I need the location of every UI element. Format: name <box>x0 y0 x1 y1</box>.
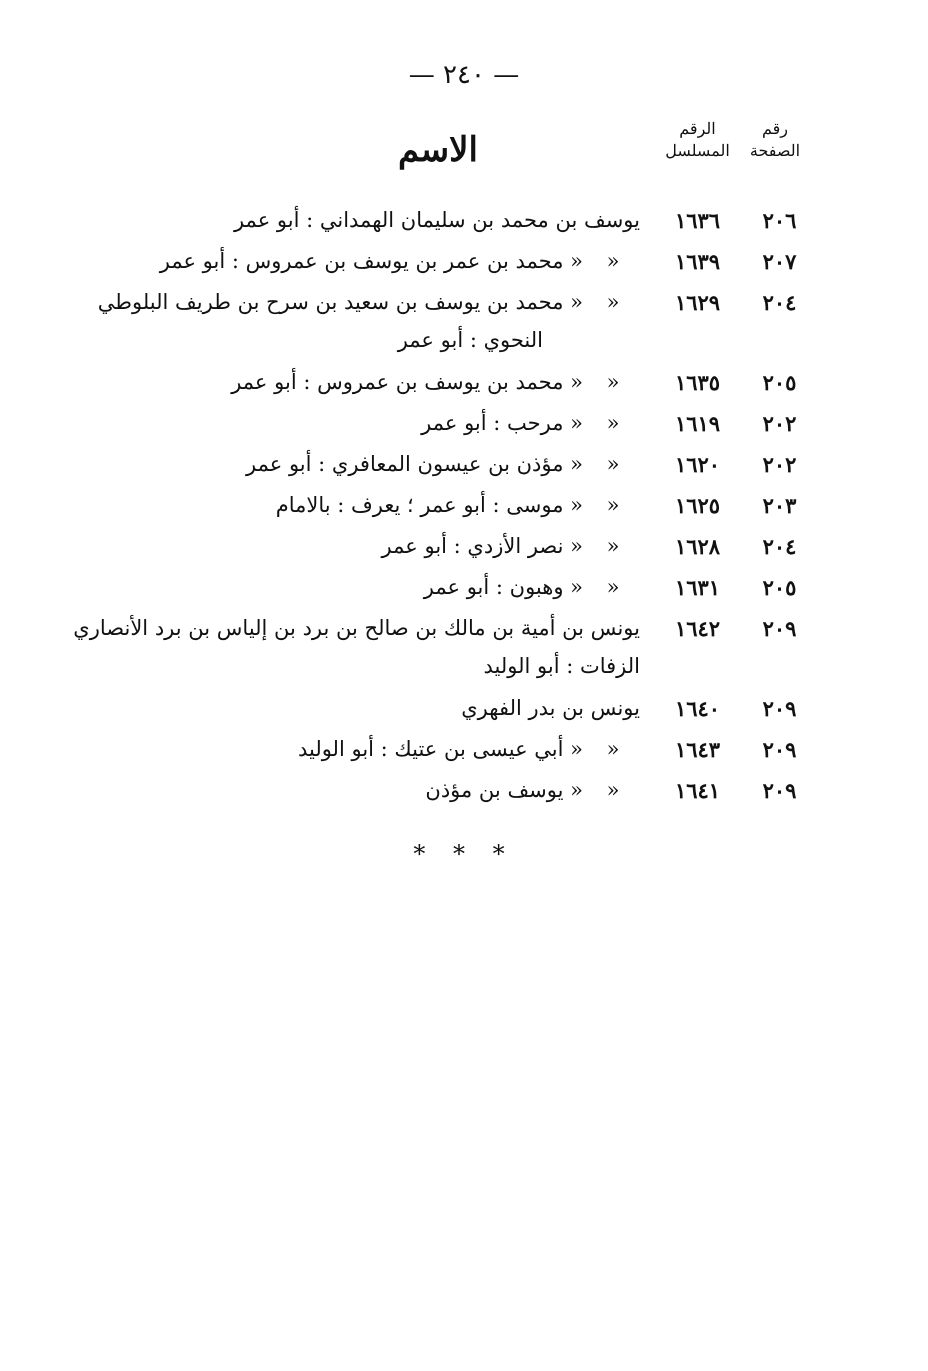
serial-number: ١٦٣١ <box>674 575 721 600</box>
ditto-mark: « <box>606 575 620 599</box>
serial-number: ١٦٢٠ <box>674 452 721 477</box>
page-ref: ٢٠٤ <box>762 290 797 315</box>
ditto-mark: « <box>606 370 620 394</box>
page-ref: ٢٠٢ <box>762 452 797 477</box>
ditto-mark: « <box>606 249 620 273</box>
table-row <box>0 733 928 774</box>
table-header <box>0 118 928 188</box>
serial-number: ١٦٣٩ <box>674 249 721 274</box>
serial-number: ١٦٢٩ <box>674 290 721 315</box>
entry-name: « محمد بن عمر بن يوسف بن عمروس : أبو عمر <box>159 249 583 273</box>
serial-number: ١٦٢٨ <box>674 534 721 559</box>
entry-name: يونس بن بدر الفهري <box>461 696 640 720</box>
serial-number: ١٦٤٣ <box>674 737 721 762</box>
serial-number: ١٦٤٢ <box>674 616 721 641</box>
entries-list <box>0 204 928 815</box>
ditto-mark: « <box>606 534 620 558</box>
entry-name-continuation: الزفات : أبو الوليد <box>483 654 640 678</box>
entry-name: يوسف بن محمد بن سليمان الهمداني : أبو عمر <box>233 208 640 232</box>
table-row <box>0 366 928 407</box>
entry-name: « موسى : أبو عمر ؛ يعرف : بالامام <box>275 493 583 517</box>
page-header-line-1: رقم <box>761 119 789 138</box>
table-row <box>0 204 928 245</box>
entry-name: « مؤذن بن عيسون المعافري : أبو عمر <box>246 452 583 476</box>
entry-name: « محمد بن يوسف بن سعيد بن سرح بن طريف البلوطي <box>97 290 583 314</box>
ditto-mark: « <box>606 290 620 314</box>
page-header-line-2: الصفحة <box>749 141 801 160</box>
serial-column-header <box>660 118 735 162</box>
entry-name: يونس بن أمية بن مالك بن صالح بن برد بن إلياس بن برد الأنصاري <box>73 616 640 640</box>
table-row <box>0 286 928 366</box>
serial-number: ١٦٣٦ <box>674 208 721 233</box>
serial-number: ١٦١٩ <box>674 411 721 436</box>
ditto-mark: « <box>606 452 620 476</box>
page-ref: ٢٠٩ <box>762 696 797 721</box>
page-ref: ٢٠٤ <box>762 534 797 559</box>
table-row <box>0 612 928 692</box>
serial-number: ١٦٤٠ <box>674 696 721 721</box>
entry-name: « مرحب : أبو عمر <box>421 411 583 435</box>
page-ref: ٢٠٧ <box>762 249 797 274</box>
table-row <box>0 530 928 571</box>
entry-name: « محمد بن يوسف بن عمروس : أبو عمر <box>231 370 583 394</box>
entry-name: « يوسف بن مؤذن <box>425 778 583 802</box>
ditto-mark: « <box>606 737 620 761</box>
page-ref: ٢٠٥ <box>762 370 797 395</box>
table-row <box>0 571 928 612</box>
entry-name: « أبي عيسى بن عتيك : أبو الوليد <box>297 737 583 761</box>
table-row <box>0 489 928 530</box>
page-ref: ٢٠٩ <box>762 616 797 641</box>
page-number: — ٢٤٠ — <box>408 60 520 90</box>
page-ref: ٢٠٣ <box>762 493 797 518</box>
table-row <box>0 692 928 733</box>
ditto-mark: « <box>606 493 620 517</box>
table-row <box>0 774 928 815</box>
serial-header-line-1: الرقم <box>679 119 716 138</box>
table-row <box>0 407 928 448</box>
end-of-section-mark: * * * <box>413 840 515 868</box>
ditto-mark: « <box>606 411 620 435</box>
table-row <box>0 245 928 286</box>
serial-header-line-2: المسلسل <box>665 141 730 160</box>
page-ref: ٢٠٥ <box>762 575 797 600</box>
serial-number: ١٦٤١ <box>674 778 721 803</box>
serial-number: ١٦٢٥ <box>674 493 721 518</box>
name-column-header: الاسم <box>398 130 478 170</box>
entry-name: « وهبون : أبو عمر <box>423 575 583 599</box>
serial-number: ١٦٣٥ <box>674 370 721 395</box>
page-ref: ٢٠٩ <box>762 778 797 803</box>
table-row <box>0 448 928 489</box>
page-ref: ٢٠٢ <box>762 411 797 436</box>
entry-name-continuation: النحوي : أبو عمر <box>397 328 543 352</box>
page-column-header <box>740 118 810 162</box>
page-ref: ٢٠٩ <box>762 737 797 762</box>
ditto-mark: « <box>606 778 620 802</box>
page-ref: ٢٠٦ <box>762 208 797 233</box>
entry-name: « نصر الأزدي : أبو عمر <box>381 534 583 558</box>
